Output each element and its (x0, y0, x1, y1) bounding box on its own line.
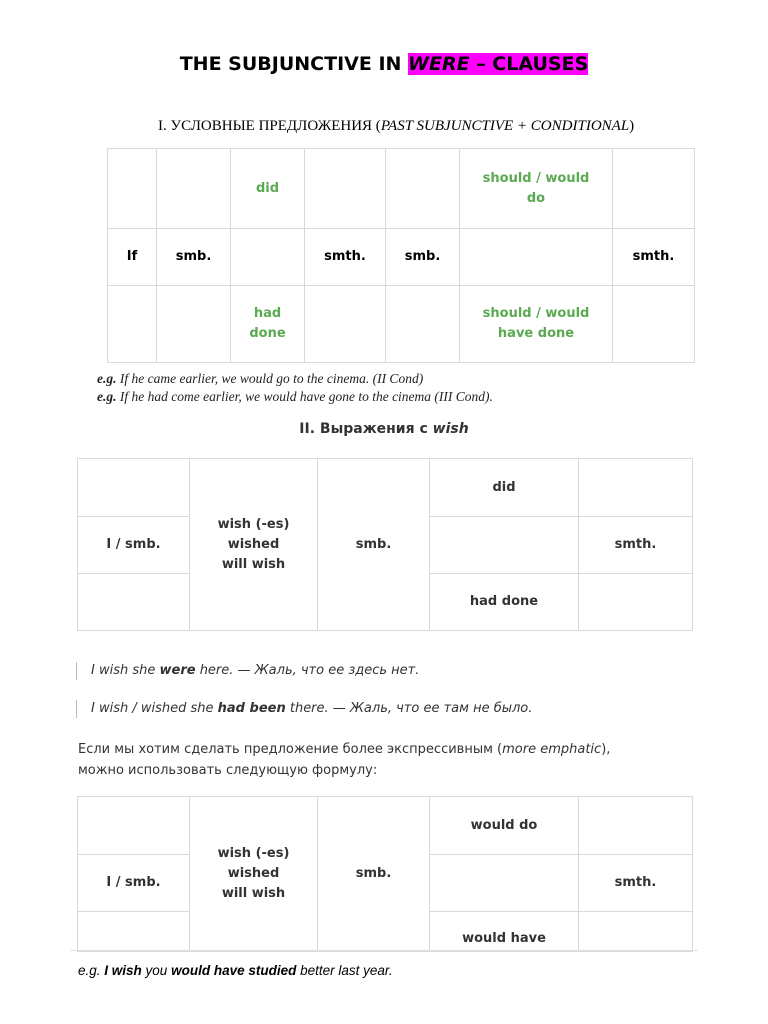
example-line: e.g. If he had come earlier, we would have gone to the cinema (III Cond). (97, 389, 493, 404)
emphatic-wish-table (77, 796, 693, 952)
final-example: e.g. I wish you would have studied better last year. (78, 963, 393, 978)
cell-smth: smth. (579, 517, 693, 574)
cell-smb: smb. (157, 229, 231, 286)
cell-had-done: had done (430, 574, 579, 631)
page-title: THE SUBJUNCTIVE IN WERE – CLAUSES (179, 53, 589, 75)
section-2-heading: II. Выражения с wish (299, 421, 469, 437)
cell-wish-forms: wish (-es) wished will wish (190, 459, 318, 631)
section-1-heading: I. УСЛОВНЫЕ ПРЕДЛОЖЕНИЯ (PAST SUBJUNCTIVE + CONDITIONAL) (158, 118, 635, 134)
example-quote: I wish / wished she had been there. — Жаль, что ее там не было. (76, 700, 532, 718)
cell-smth: smth. (305, 229, 386, 286)
emphatic-paragraph: Если мы хотим сделать предложение более экспрессивным (more emphatic), можно использовать следующую формулу: (78, 742, 611, 778)
title-highlight: WERE (408, 53, 470, 75)
cell-smth: smth. (579, 855, 693, 912)
cell-smb: smb. (318, 459, 430, 631)
cell-wish-forms: wish (-es) wished will wish (190, 797, 318, 952)
cell-did: did (231, 149, 305, 229)
divider (70, 950, 698, 951)
cell-would-do: would do (430, 797, 579, 855)
cell-if: If (108, 229, 157, 286)
cell-smb: smb. (318, 797, 430, 952)
cell-should-would-have-done: should / would have done (460, 286, 613, 363)
example-line: e.g. If he came earlier, we would go to the cinema. (II Cond) (97, 371, 424, 386)
conditional-table (107, 148, 695, 363)
wish-table (77, 458, 693, 631)
cell-had-done: had done (231, 286, 305, 363)
cell-smth: smth. (613, 229, 695, 286)
cell-smb: smb. (386, 229, 460, 286)
cell-would-have: would have (430, 912, 579, 952)
cell-should-would-do: should / would do (460, 149, 613, 229)
cell-subject: I / smb. (78, 855, 190, 912)
cell-subject: I / smb. (78, 517, 190, 574)
cell-did: did (430, 459, 579, 517)
example-quote: I wish she were here. — Жаль, что ее здесь нет. (76, 662, 419, 680)
